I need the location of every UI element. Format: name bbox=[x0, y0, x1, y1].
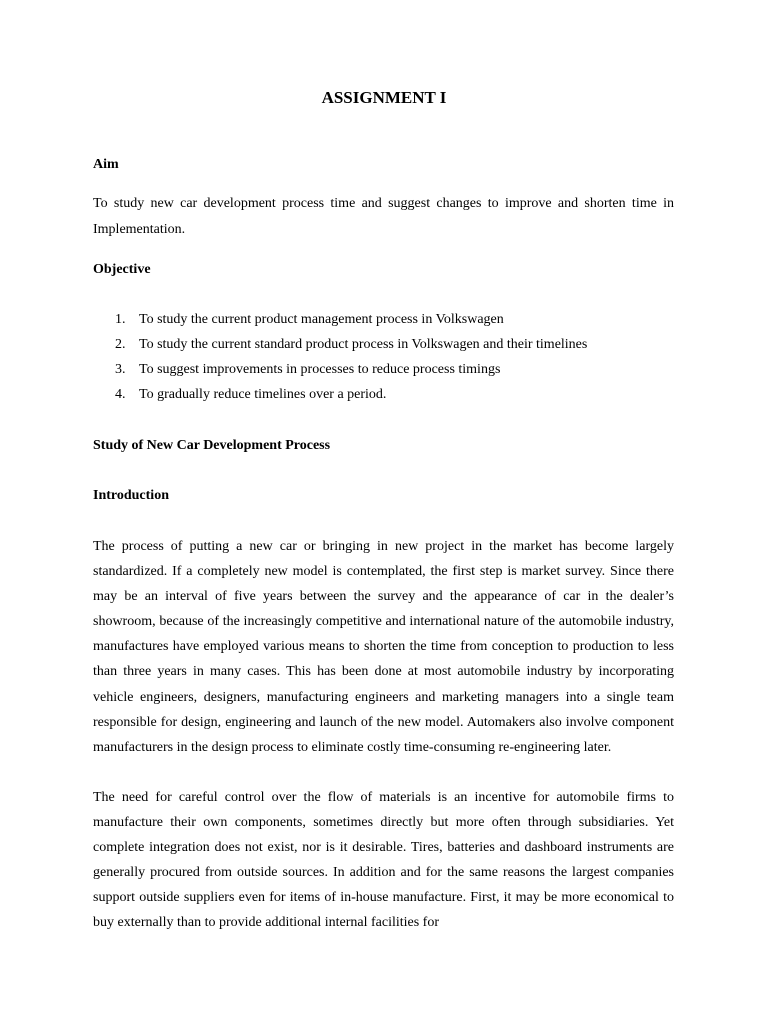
objective-item-text: To gradually reduce timelines over a period. bbox=[139, 387, 387, 402]
objective-item-text: To suggest improvements in processes to reduce process timings bbox=[139, 362, 501, 377]
objective-item bbox=[110, 384, 587, 409]
document-title: ASSIGNMENT I bbox=[321, 88, 447, 107]
objective-item-number: 2. bbox=[115, 337, 126, 352]
study-heading: Study of New Car Development Process bbox=[93, 438, 331, 453]
objective-item bbox=[110, 309, 587, 334]
objective-item-text: To study the current standard product process in Volkswagen and their timelines bbox=[139, 337, 588, 352]
objective-item-number: 4. bbox=[115, 387, 126, 402]
objective-item bbox=[110, 334, 587, 359]
introduction-paragraph-2: The need for careful control over the flow of materials is an incentive for automobile firms to manufacture their own components, sometimes directly but more often through subsidiaries. Yet complete integration does not exist, nor is it desirable. Tires, batteries and dashboard instruments are generally procured from outside sources. In addition and for the same reasons the largest companies support outside suppliers even for items of in-house manufacture. First, it may be more economical to buy externally than to provide additional internal facilities for bbox=[93, 790, 674, 931]
aim-heading: Aim bbox=[93, 157, 119, 172]
objective-list bbox=[110, 309, 587, 409]
objective-heading: Objective bbox=[93, 262, 151, 277]
introduction-paragraph-1: The process of putting a new car or bringing in new project in the market has become largely standardized. If a completely new model is contemplated, the first step is market survey. Since there may be an interval of five years between the survey and the appearance of car in the dealer’s showroom, because of the increasingly competitive and international nature of the automobile industry, manufactures have employed various means to shorten the time from conception to production to less than three years in many cases. This has been done at most automobile industry by incorporating vehicle engineers, designers, manufacturing engineers and marketing managers into a single team responsible for design, engineering and launch of the new model. Automakers also involve component manufacturers in the design process to eliminate costly time-consuming re-engineering later. bbox=[93, 539, 674, 755]
objective-item-text: To study the current product management process in Volkswagen bbox=[139, 312, 504, 327]
aim-text: To study new car development process time and suggest changes to improve and shorten time in Implementation. bbox=[93, 196, 674, 237]
objective-item-number: 3. bbox=[115, 362, 126, 377]
objective-item-number: 1. bbox=[115, 312, 126, 327]
objective-item bbox=[110, 359, 587, 384]
introduction-heading: Introduction bbox=[93, 488, 169, 503]
